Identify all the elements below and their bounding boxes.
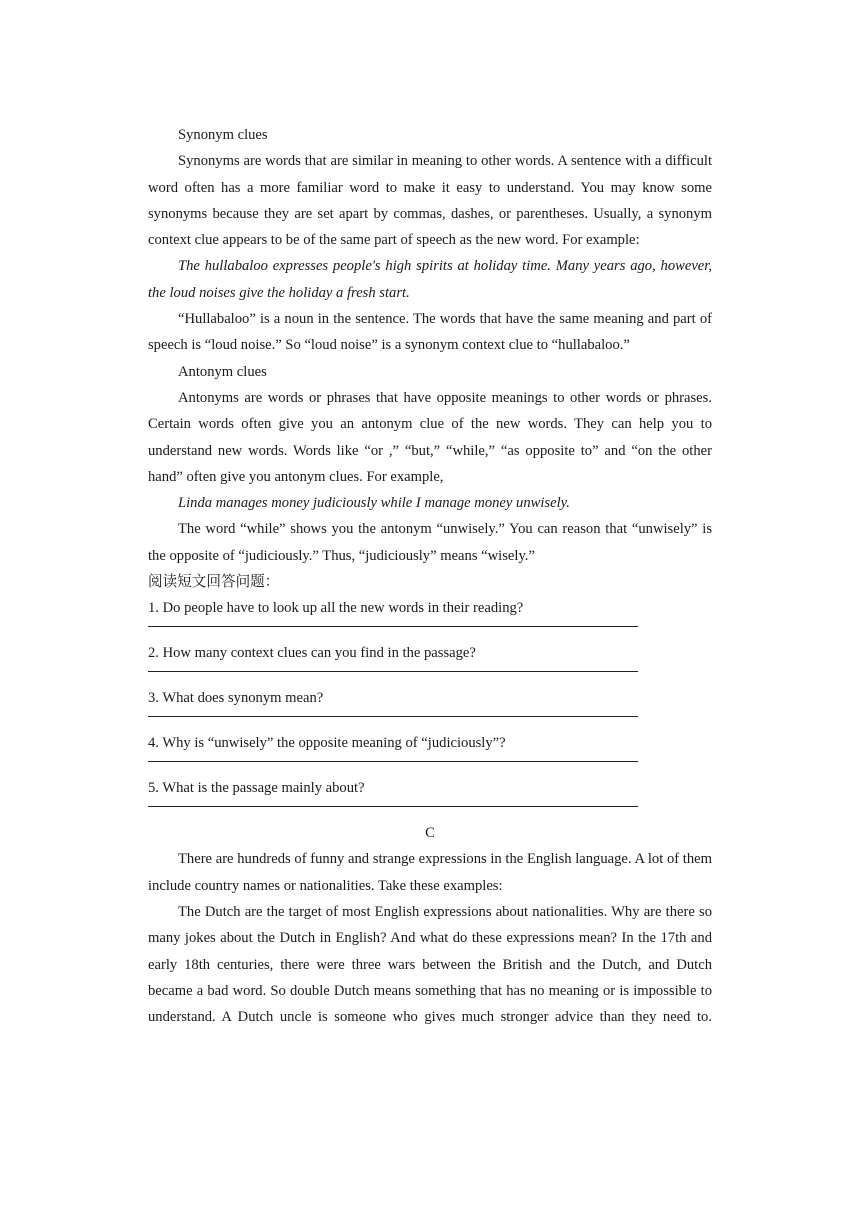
answer-line-2[interactable] [148, 671, 638, 672]
document-page [148, 122, 712, 1030]
synonym-paragraph: Synonyms are words that are similar in meaning to other words. A sentence with a difficult word often has a more familiar word to make it easy to understand. You may know some synonyms because they are set apart by commas, dashes, or parentheses. Usually, a synonym context clue appears to be of the same part of speech as the new word. For example: [148, 153, 712, 249]
question-instruction: 阅读短文回答问题： [148, 574, 280, 591]
synonym-heading: Synonym clues [178, 127, 268, 143]
antonym-explanation: The word “while” shows you the antonym “unwisely.” You can reason that “unwisely” is the opposite of “judiciously.” Thus, “judiciously” means “wisely.” [148, 521, 712, 564]
antonym-example: Linda manages money judiciously while I manage money unwisely. [178, 495, 570, 512]
answer-line-3[interactable] [148, 716, 638, 717]
synonym-example: The hullabaloo expresses people's high spirits at holiday time. Many years ago, however, the loud noises give the holiday a fresh start. [148, 258, 712, 301]
antonym-heading: Antonym clues [178, 363, 267, 380]
answer-line-5[interactable] [148, 806, 638, 807]
question-4: 4. Why is “unwisely” the opposite meaning of “judiciously”? [148, 735, 506, 752]
question-2: 2. How many context clues can you find in the passage? [148, 645, 476, 662]
answer-line-4[interactable] [148, 761, 638, 762]
section-c-letter: C [425, 825, 435, 842]
question-1: 1. Do people have to look up all the new words in their reading? [148, 600, 524, 617]
section-c-paragraph-1: There are hundreds of funny and strange expressions in the English language. A lot of them include country names or nationalities. Take these examples: [148, 851, 712, 894]
antonym-paragraph: Antonyms are words or phrases that have opposite meanings to other words or phrases. Certain words often give you an antonym clue of the new words. They can help you to understand new words. Words like “or ,” “but,” “while,” “as opposite to” and “on the other hand” often give you antonym clues. For example, [148, 389, 712, 485]
question-5: 5. What is the passage mainly about? [148, 780, 365, 797]
question-3: 3. What does synonym mean? [148, 690, 324, 707]
answer-line-1[interactable] [148, 626, 638, 627]
synonym-explanation: “Hullabaloo” is a noun in the sentence. The words that have the same meaning and part of speech is “loud noise.” So “loud noise” is a synonym context clue to “hullabaloo.” [148, 311, 712, 354]
section-c-paragraph-2: The Dutch are the target of most English expressions about nationalities. Why are there so many jokes about the Dutch in English? And what do these expressions mean? In the 17th and early 18th centuries, there were three wars between the British and the Dutch, and Dutch became a bad word. So double Dutch means something that has no meaning or is impossible to understand. A Dutch uncle is someone who gives much stronger advice than they need to. [148, 903, 712, 1026]
